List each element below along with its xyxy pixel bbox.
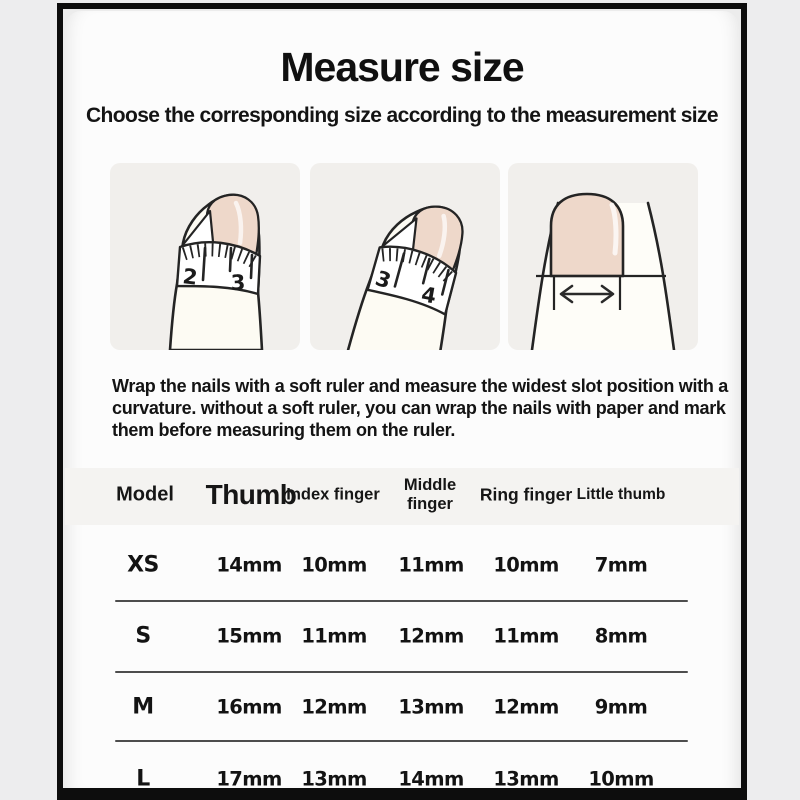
size-value: 11mm xyxy=(301,624,367,648)
column-header-model: Model xyxy=(116,483,174,506)
nail-width-icon xyxy=(508,163,698,350)
size-value: 12mm xyxy=(398,624,464,648)
size-value: 9mm xyxy=(594,695,648,719)
illustration-finger-tape-1 xyxy=(110,163,300,350)
row-divider xyxy=(115,671,688,673)
size-value: 13mm xyxy=(493,767,559,788)
illustration-nail-width xyxy=(508,163,698,350)
size-value: 16mm xyxy=(216,695,282,719)
size-value: 10mm xyxy=(493,553,559,577)
size-guide-card xyxy=(65,11,739,788)
tape-number: 3 xyxy=(230,270,246,295)
size-value: 8mm xyxy=(594,624,648,648)
tape-number: 4 xyxy=(419,282,439,309)
size-value: 7mm xyxy=(594,553,648,577)
size-value: 11mm xyxy=(493,624,559,648)
column-header-thumb: Thumb xyxy=(205,479,297,510)
page-title: Measure size xyxy=(280,44,524,90)
size-value: 13mm xyxy=(301,767,367,788)
size-value: 17mm xyxy=(216,767,282,788)
size-value: 10mm xyxy=(588,767,654,788)
size-row-model: S xyxy=(135,623,151,649)
size-row-model: XS xyxy=(127,552,159,578)
size-row-model: M xyxy=(132,694,154,720)
size-value: 14mm xyxy=(216,553,282,577)
size-value: 11mm xyxy=(398,553,464,577)
column-header-little-thumb: Little thumb xyxy=(576,486,666,503)
column-header-middle-finger: Middle finger xyxy=(403,476,457,513)
size-row-model: L xyxy=(136,766,150,788)
illustration-finger-tape-2 xyxy=(310,163,500,350)
tape-number: 2 xyxy=(181,264,199,290)
size-value: 15mm xyxy=(216,624,282,648)
size-guide-frame xyxy=(57,3,747,800)
column-header-index-finger: Index finger xyxy=(286,485,380,504)
instructions-text: Wrap the nails with a soft ruler and measure the widest slot position with a curvature. without a soft ruler, you can wrap the nails with paper and mark them before measuring them on the ruler. xyxy=(112,376,728,440)
finger-drawing xyxy=(346,194,471,350)
row-divider xyxy=(115,740,688,742)
tape-number: 3 xyxy=(372,266,394,294)
size-value: 12mm xyxy=(301,695,367,719)
column-header-ring-finger: Ring finger xyxy=(479,484,573,505)
finger-tape-ruler-icon xyxy=(310,163,500,350)
page-subtitle: Choose the corresponding size according to the measurement size xyxy=(85,104,719,127)
size-value: 13mm xyxy=(398,695,464,719)
size-value: 10mm xyxy=(301,553,367,577)
size-value: 12mm xyxy=(493,695,559,719)
finger-tape-ruler-icon xyxy=(110,163,300,350)
size-value: 14mm xyxy=(398,767,464,788)
row-divider xyxy=(115,600,688,602)
